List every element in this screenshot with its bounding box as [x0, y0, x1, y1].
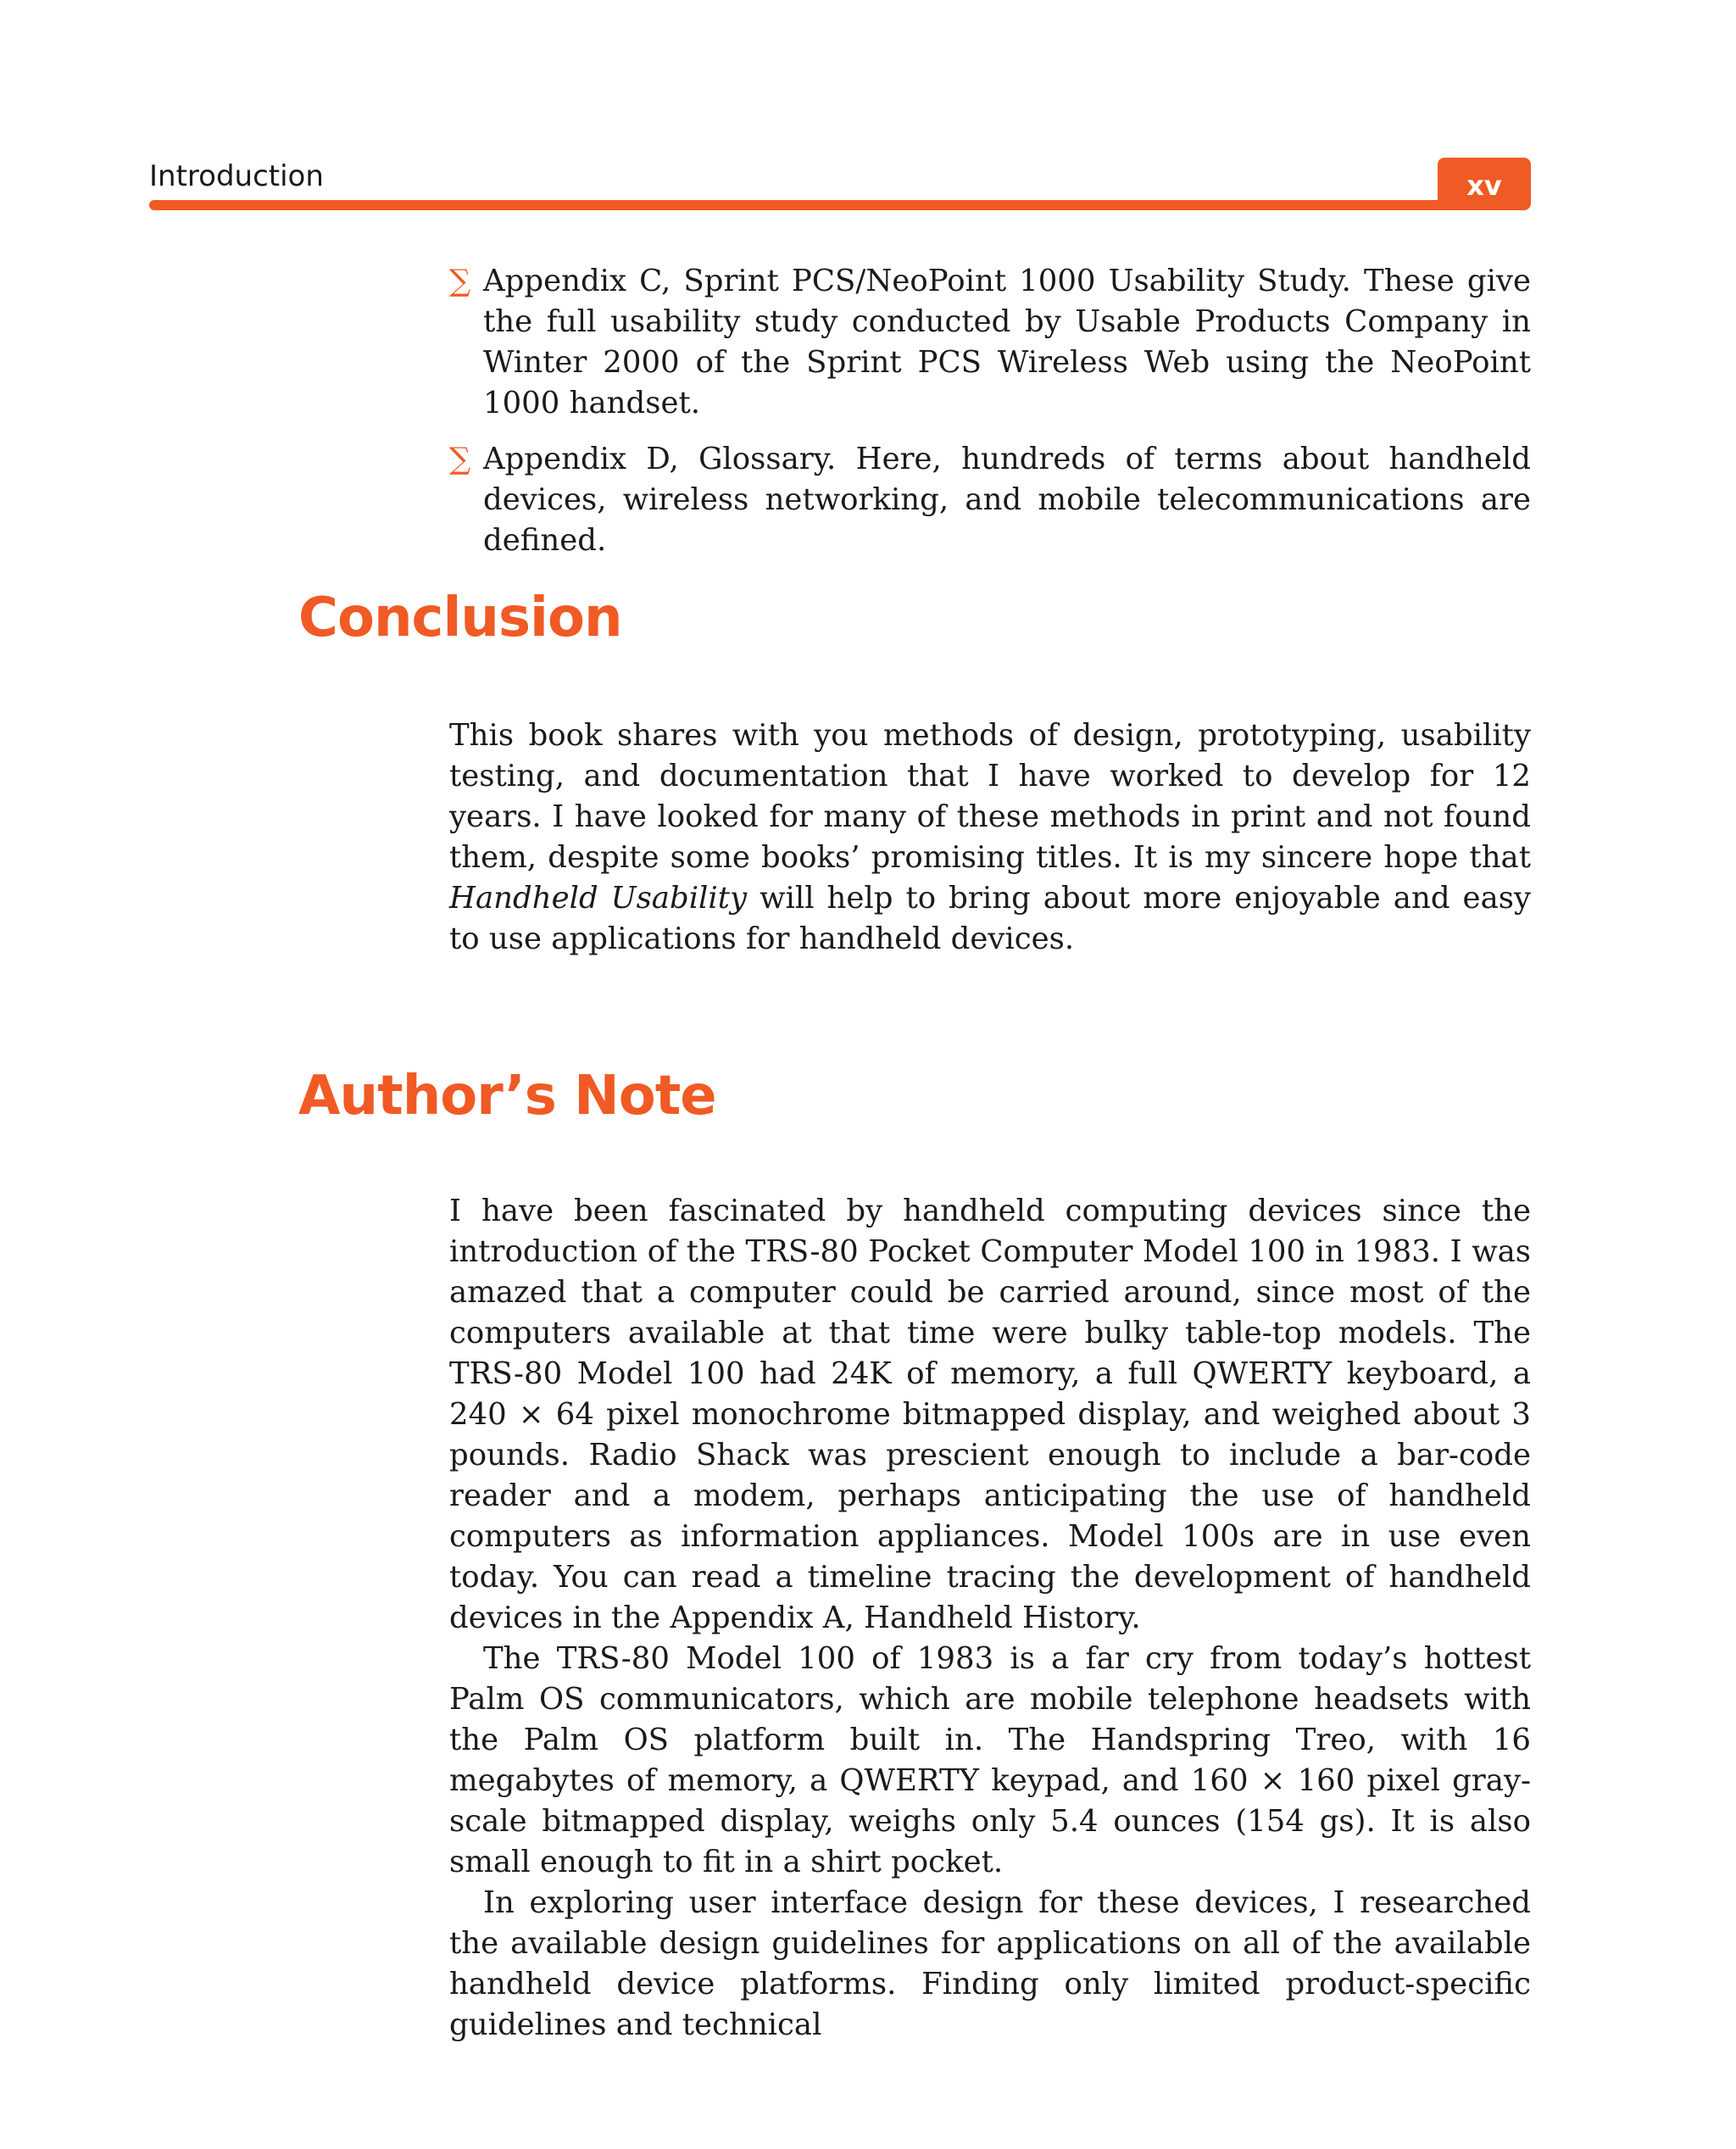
- authors-note-section: [449, 1191, 1531, 2046]
- authors-note-heading: Author’s Note: [298, 1065, 716, 1127]
- authors-note-paragraph: The TRS-80 Model 100 of 1983 is a far cry from today’s hottest Palm OS communicators, which are mobile telephone headsets with the Palm OS platform built in. The Handspring Treo, with 16 megabytes of memory, a QWERTY keypad, and 160 × 160 pixel gray-scale bitmapped display, weighs only 5.4 ounces (154 gs). It is also small enough to fit in a shirt pocket.: [449, 1641, 1531, 1879]
- list-item: [449, 439, 1531, 561]
- header-rule: [149, 200, 1455, 210]
- sigma-bullet-icon: ∑: [449, 264, 471, 298]
- sigma-bullet-icon: ∑: [449, 442, 471, 476]
- conclusion-heading: Conclusion: [298, 587, 622, 649]
- running-header-title: Introduction: [149, 159, 324, 193]
- list-item-text: Appendix C, Sprint PCS/NeoPoint 1000 Usability Study. These give the full usability study conducted by Usable Products Company in Winter 2000 of the Sprint PCS Wireless Web using the NeoPoint 1000 handset.: [483, 264, 1531, 420]
- page-number: xv: [1438, 158, 1531, 210]
- authors-note-paragraph: I have been fascinated by handheld computing devices since the introduction of the TRS-80 Pocket Computer Model 100 in 1983. I was amazed that a computer could be carried around, since most of the computers available at that time were bulky table-top models. The TRS-80 Model 100 had 24K of memory, a full QWERTY keyboard, a 240 × 64 pixel monochrome bitmapped display, and weighed about 3 pounds. Radio Shack was prescient enough to include a bar-code reader and a modem, perhaps anticipating the use of handheld computers as information appliances. Model 100s are in use even today. You can read a timeline tracing the development of handheld devices in the Appendix A, Handheld History.: [449, 1194, 1531, 1635]
- conclusion-section: [449, 715, 1531, 960]
- list-item: [449, 261, 1531, 424]
- book-title: Handheld Usability: [449, 881, 748, 916]
- list-item-text: Appendix D, Glossary. Here, hundreds of terms about handheld devices, wireless networking, and mobile telecommunications are defined.: [483, 442, 1531, 558]
- appendix-list: [449, 261, 1531, 576]
- conclusion-paragraph: [449, 715, 1531, 960]
- running-header: [149, 158, 1531, 212]
- conclusion-text-after: will help to bring about more enjoyable and easy to use applications for handheld devices.: [449, 881, 1532, 956]
- conclusion-text-before: This book shares with you methods of design, prototyping, usability testing, and documentation that I have worked to develop for 12 years. I have looked for many of these methods in print and not found them, despite some books’ promising titles. It is my sincere hope that: [449, 718, 1531, 875]
- authors-note-paragraph: In exploring user interface design for these devices, I researched the available design guidelines for applications on all of the available handheld device platforms. Finding only limited product-specific guidelines and technical: [449, 1885, 1531, 2042]
